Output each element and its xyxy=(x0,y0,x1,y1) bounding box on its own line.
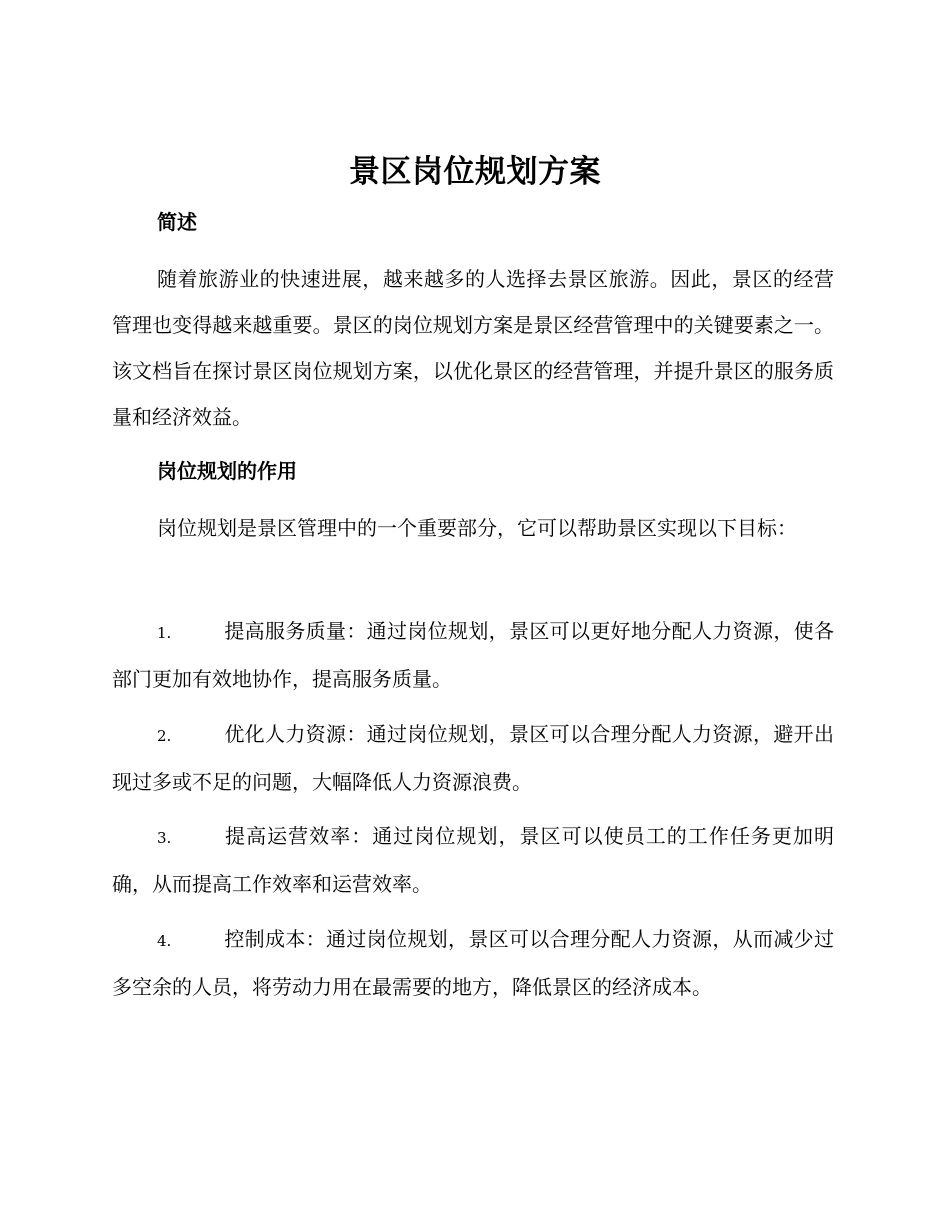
section-heading-intro: 简述 xyxy=(157,210,197,234)
role-paragraph: 岗位规划是景区管理中的一个重要部分，它可以帮助景区实现以下目标： xyxy=(157,516,797,540)
list-item xyxy=(112,608,834,702)
list-number: 2. xyxy=(157,727,172,745)
section-heading-role: 岗位规划的作用 xyxy=(157,459,297,483)
list-item-text: 控制成本：通过岗位规划，景区可以合理分配人力资源，从而减少过多空余的人员，将劳动力用在最需要的地方，降低景区的经济成本。 xyxy=(112,927,834,999)
list-item xyxy=(112,916,834,1010)
list-number: 3. xyxy=(157,829,172,847)
list-number: 4. xyxy=(157,932,172,950)
list-item-text: 优化人力资源：通过岗位规划，景区可以合理分配人力资源，避开出现过多或不足的问题，大幅降低人力资源浪费。 xyxy=(112,722,834,794)
list-item-text: 提高运营效率：通过岗位规划，景区可以使员工的工作任务更加明确，从而提高工作效率和运营效率。 xyxy=(112,824,834,896)
intro-paragraph: 随着旅游业的快速进展，越来越多的人选择去景区旅游。因此，景区的经营管理也变得越来越重要。景区的岗位规划方案是景区经营管理中的关键要素之一。该文档旨在探讨景区岗位规划方案，以优化景区的经营管理，并提升景区的服务质量和经济效益。 xyxy=(112,267,834,429)
list-item xyxy=(112,813,834,907)
list-item xyxy=(112,711,834,805)
document-title: 景区岗位规划方案 xyxy=(349,154,601,190)
list-number: 1. xyxy=(157,624,172,642)
list-item-text: 提高服务质量：通过岗位规划，景区可以更好地分配人力资源，使各部门更加有效地协作，提高服务质量。 xyxy=(112,619,834,691)
